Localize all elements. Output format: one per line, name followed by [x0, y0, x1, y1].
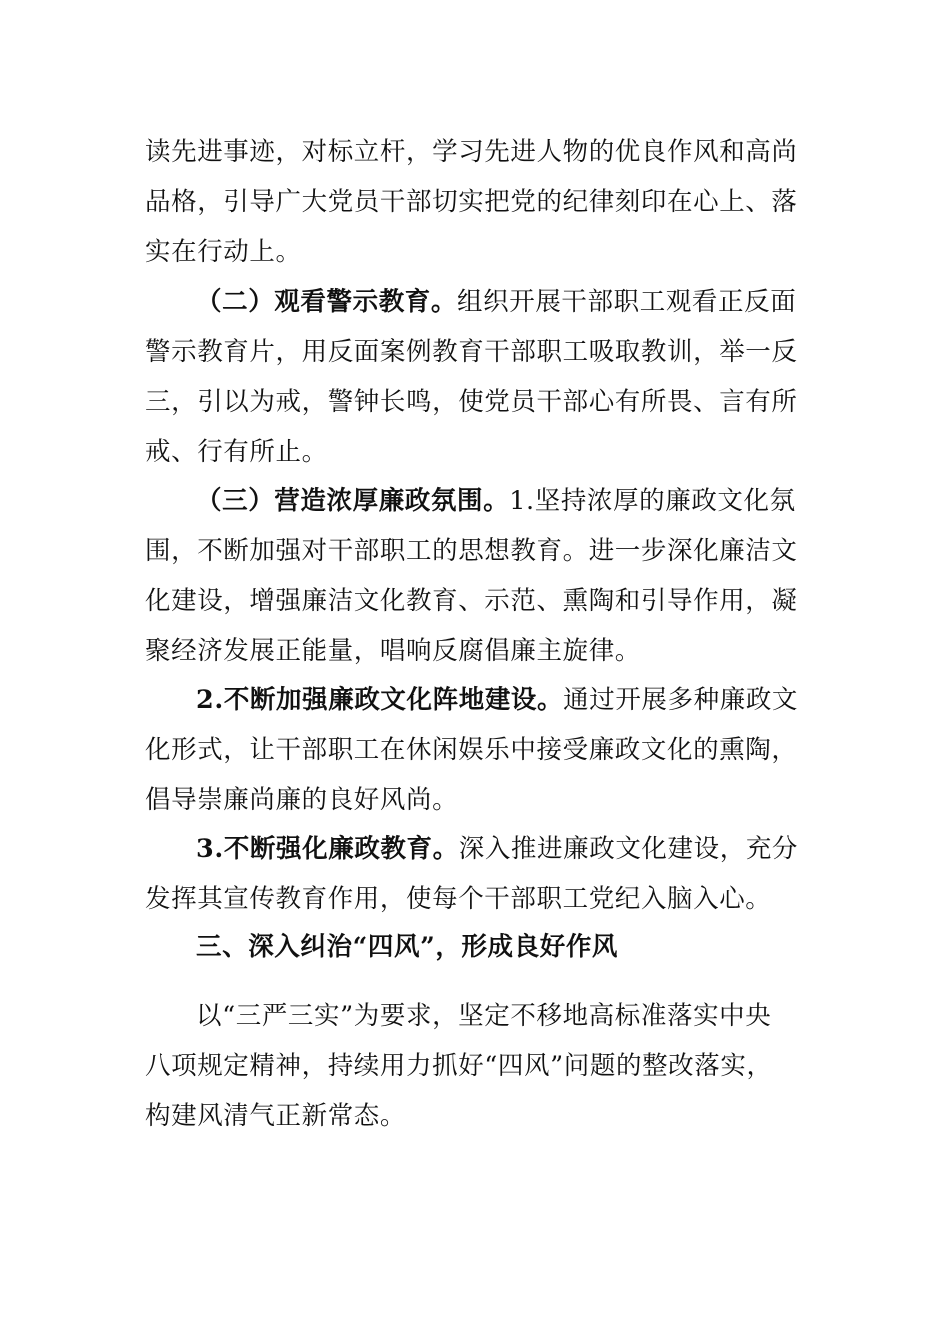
text-line: 警示教育片，用反面案例教育干部职工吸取教训，举一反	[145, 337, 798, 367]
paragraph-clean-atmosphere	[145, 476, 798, 676]
text-run: 组织开展干部职工观看正反面	[457, 287, 797, 317]
text-line: 品格，引导广大党员干部切实把党的纪律刻印在心上、落	[145, 187, 798, 217]
paragraph-heading: 3.不断强化廉政教育。	[196, 834, 459, 864]
section-heading-block	[145, 922, 795, 972]
text-line: 以“三严三实”为要求，坚定不移地高标准落实中央	[196, 1001, 772, 1031]
text-line: 三，引以为戒，警钟长鸣，使党员干部心有所畏、言有所	[145, 387, 798, 417]
text-line	[145, 476, 795, 526]
text-line: 读先进事迹，对标立杆，学习先进人物的优良作风和高尚	[145, 137, 798, 167]
text-run: 通过开展多种廉政文	[563, 685, 799, 715]
text-line: 构建风清气正新常态。	[145, 1101, 407, 1131]
text-line: 发挥其宣传教育作用，使每个干部职工党纪入脑入心。	[145, 884, 772, 914]
paragraph-advanced-deeds	[145, 127, 798, 277]
text-line: 聚经济发展正能量，唱响反腐倡廉主旋律。	[145, 636, 641, 666]
paragraph-heading: （三）营造浓厚廉政氛围。	[196, 486, 510, 516]
text-line: 围，不断加强对干部职工的思想教育。进一步深化廉洁文	[145, 536, 798, 566]
text-run: 1.坚持浓厚的廉政文化氛	[509, 486, 796, 516]
paragraph-four-winds	[145, 991, 795, 1141]
text-line: 倡导崇廉尚廉的良好风尚。	[145, 785, 459, 815]
paragraph-heading: （二）观看警示教育。	[196, 287, 458, 317]
paragraph-heading: 2.不断加强廉政文化阵地建设。	[196, 685, 564, 715]
text-run: 深入推进廉政文化建设，充分	[458, 834, 799, 864]
section-heading: 三、深入纠治“四风”，形成良好作风	[196, 932, 619, 962]
paragraph-warning-education	[145, 277, 798, 477]
text-line: 戒、行有所止。	[145, 437, 328, 467]
text-line	[145, 675, 799, 725]
text-line	[145, 277, 795, 327]
text-line: 八项规定精神，持续用力抓好“四风”问题的整改落实，	[145, 1051, 773, 1081]
text-line	[145, 824, 799, 874]
text-line: 实在行动上。	[145, 237, 302, 267]
paragraph-culture-base	[145, 675, 799, 825]
paragraph-integrity-education	[145, 824, 799, 924]
text-line: 化建设，增强廉洁文化教育、示范、熏陶和引导作用，凝	[145, 586, 798, 616]
text-line: 化形式，让干部职工在休闲娱乐中接受廉政文化的熏陶，	[145, 735, 798, 765]
